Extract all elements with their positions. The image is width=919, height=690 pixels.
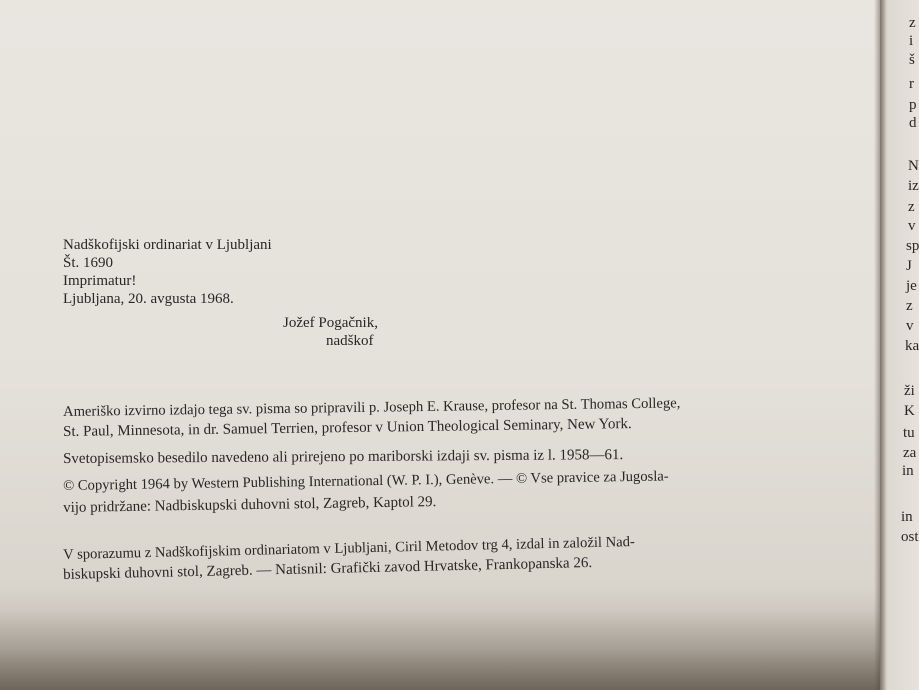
credits-line-3: Svetopisemsko besedilo navedeno ali prirejeno po mariborski izdaji sv. pisma iz l. 1958—61. xyxy=(63,447,624,467)
next-page-fragment: r xyxy=(909,76,914,92)
next-page-fragment: v xyxy=(908,218,916,234)
next-page-fragment: K xyxy=(904,403,915,419)
next-page-fragment: ka xyxy=(905,338,919,354)
next-page-fragment: š xyxy=(909,52,915,68)
credits-line-5: vijo pridržane: Nadbiskupski duhovni stol, Zagreb, Kaptol 29. xyxy=(63,494,437,516)
next-page-fragment: z xyxy=(906,298,913,314)
imprimatur-line-2: Št. 1690 xyxy=(63,255,114,271)
next-page-fragment: in xyxy=(902,463,914,479)
next-page-fragment: tu xyxy=(903,425,915,441)
signature-name: Jožef Pogačnik, xyxy=(283,315,378,331)
credits-line-4: © Copyright 1964 by Western Publishing International (W. P. I.), Genève. — © Vse pravice za Jugosla- xyxy=(63,468,669,494)
credits-line-7: biskupski duhovni stol, Zagreb. — Natisnil: Grafički zavod Hrvatske, Frankopanska 26. xyxy=(63,554,593,583)
next-page-fragment: d xyxy=(909,115,917,131)
next-page-fragment: sp xyxy=(906,238,919,254)
next-page-fragment: ži xyxy=(904,383,915,399)
imprimatur-line-1: Nadškofijski ordinariat v Ljubljani xyxy=(63,237,272,253)
page-shadow xyxy=(0,610,880,690)
signature-title: nadškof xyxy=(326,333,374,349)
credits-line-1: Ameriško izvirno izdajo tega sv. pisma so pripravili p. Joseph E. Krause, profesor na St. Thomas College, xyxy=(63,395,681,420)
next-page-fragment: J xyxy=(906,258,912,274)
credits-line-2: St. Paul, Minnesota, in dr. Samuel Terrien, profesor v Union Theological Seminary, New York. xyxy=(63,416,632,440)
book-gutter xyxy=(874,0,886,690)
next-page-fragment: z xyxy=(908,199,915,215)
next-page-fragment: i xyxy=(909,33,914,49)
next-page-fragment: ost xyxy=(901,529,919,545)
next-page-fragment: in xyxy=(901,509,913,525)
credits-line-6: V sporazumu z Nadškofijskim ordinariatom v Ljubljani, Ciril Metodov trg 4, izdal in založil Nad- xyxy=(63,534,635,563)
next-page-fragment: iz xyxy=(908,178,919,194)
next-page-fragment: je xyxy=(906,278,917,294)
next-page-fragment: za xyxy=(903,445,917,461)
next-page-fragment: v xyxy=(906,318,914,334)
next-page-fragment: p xyxy=(909,97,917,113)
imprimatur-line-4: Ljubljana, 20. avgusta 1968. xyxy=(63,291,234,307)
next-page-fragment: N xyxy=(908,158,919,174)
imprimatur-line-3: Imprimatur! xyxy=(63,273,137,289)
next-page-fragment: z xyxy=(909,15,916,31)
